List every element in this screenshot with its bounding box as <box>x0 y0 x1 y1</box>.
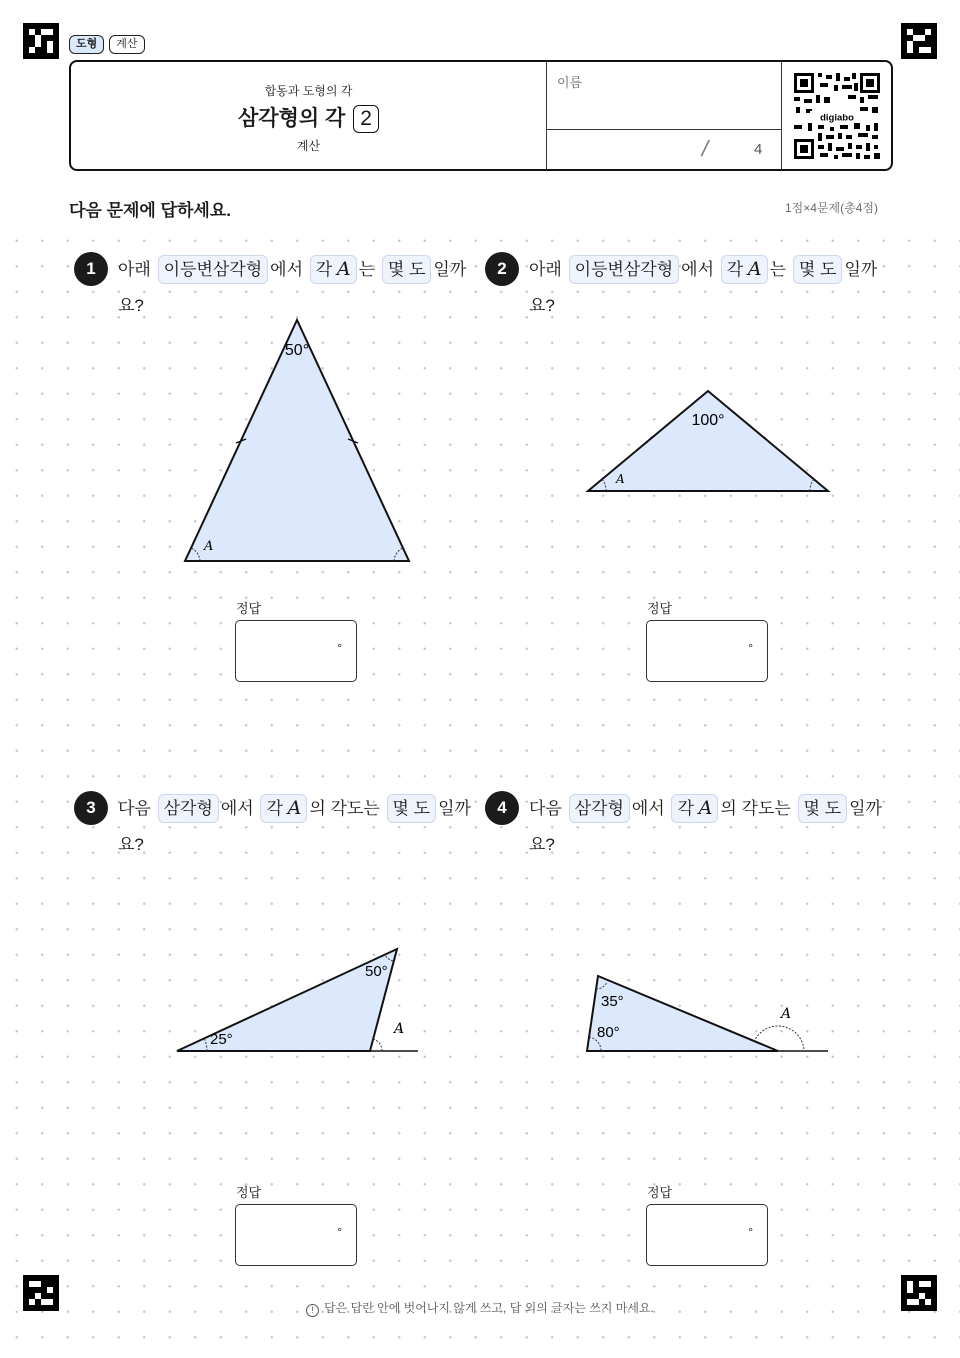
problem-word: 에서 <box>270 260 303 279</box>
angle-chip <box>671 794 718 823</box>
question-chip: 몇 도 <box>798 794 848 823</box>
points-info: 1점×4문제(총4점) <box>785 201 878 215</box>
problem-word: 요? <box>529 835 555 854</box>
triangle-figure-4 <box>580 965 840 1065</box>
problem-word: 다음 <box>529 799 562 818</box>
answer-label: 정답 <box>236 1185 262 1200</box>
angle-variable: A <box>287 797 302 819</box>
corner-marker-top-left <box>23 23 59 59</box>
angle-variable: A <box>747 258 762 280</box>
angle-variable: A <box>698 797 713 819</box>
problem-text <box>529 791 889 863</box>
tag-calc[interactable]: 계산 <box>109 35 144 54</box>
angle-variable: A <box>336 258 351 280</box>
qr-code-icon <box>794 73 880 159</box>
category-label: 계산 <box>296 139 321 153</box>
answer-label: 정답 <box>647 1185 673 1200</box>
keyword-chip: 이등변삼각형 <box>158 255 269 284</box>
problem-word: 아래 <box>529 260 562 279</box>
triangle-figure-3 <box>170 940 430 1060</box>
angle-word: 각 <box>677 799 694 818</box>
angle-label: 80° <box>597 1024 620 1041</box>
worksheet-title <box>71 102 546 133</box>
problem-word: 다음 <box>118 799 151 818</box>
problem-text <box>118 791 478 863</box>
angle-a-label: A <box>616 472 625 486</box>
angle-label: 50° <box>365 963 388 980</box>
keyword-chip: 삼각형 <box>569 794 630 823</box>
triangle-figure-1 <box>170 310 430 580</box>
problem-word: 는 <box>769 260 787 279</box>
title-text: 삼각형의 각 <box>238 107 346 130</box>
qr-logo-text: digiabo <box>820 112 854 124</box>
answer-box-2[interactable] <box>646 620 768 682</box>
instruction-text: 다음 문제에 답하세요. <box>69 201 231 220</box>
problem-word: 일까 <box>438 799 471 818</box>
angle-label: 50° <box>284 342 310 359</box>
problem-number: 4 <box>485 791 519 825</box>
problem-word: 일까 <box>433 260 467 279</box>
footer-note <box>0 1299 960 1317</box>
answer-box-1[interactable] <box>235 620 357 682</box>
angle-label: 35° <box>601 993 624 1010</box>
angle-word: 각 <box>726 260 744 279</box>
triangle-figure-2 <box>580 380 840 500</box>
angle-a-label: A <box>781 1006 792 1022</box>
unit-subtitle: 합동과 도형의 각 <box>264 84 353 98</box>
keyword-chip: 이등변삼각형 <box>569 255 680 284</box>
name-label: 이름 <box>557 75 583 90</box>
degree-symbol: ° <box>337 1225 342 1239</box>
score-field[interactable] <box>546 130 782 169</box>
answer-box-4[interactable] <box>646 1204 768 1266</box>
angle-a-label: A <box>204 539 214 554</box>
worksheet-header <box>69 60 893 171</box>
question-chip: 몇 도 <box>382 255 432 284</box>
problem-word: 일까 <box>849 799 882 818</box>
problem-text <box>529 252 889 324</box>
score-total: 4 <box>754 141 763 158</box>
problem-number: 2 <box>485 252 519 286</box>
problem-word: 아래 <box>118 260 151 279</box>
angle-a-label: A <box>394 1021 405 1037</box>
keyword-chip: 삼각형 <box>158 794 219 823</box>
angle-chip <box>310 255 357 284</box>
angle-chip <box>260 794 307 823</box>
problem-word: 요? <box>529 296 555 315</box>
question-chip: 몇 도 <box>387 794 437 823</box>
problem-word: 에서 <box>220 799 254 818</box>
problem-word: 의 각도는 <box>309 799 380 818</box>
qr-area <box>781 62 892 169</box>
score-slash: / <box>699 136 711 161</box>
problem-word: 에서 <box>631 799 665 818</box>
title-block <box>71 62 546 169</box>
degree-symbol: ° <box>748 641 753 655</box>
angle-chip <box>721 255 768 284</box>
answer-label: 정답 <box>647 601 673 616</box>
answer-box-3[interactable] <box>235 1204 357 1266</box>
angle-arc-a <box>373 1039 382 1051</box>
footer-text: 답은 답란 안에 벗어나지 않게 쓰고, 답 외의 글자는 쓰지 마세요. <box>324 1301 654 1315</box>
problem-number: 3 <box>74 791 108 825</box>
name-field[interactable] <box>546 62 782 130</box>
problem-word: 요? <box>118 296 144 315</box>
problem-word: 일까 <box>844 260 878 279</box>
degree-symbol: ° <box>748 1225 753 1239</box>
corner-marker-top-right <box>901 23 937 59</box>
problem-number: 1 <box>74 252 108 286</box>
angle-word: 각 <box>315 260 333 279</box>
answer-label: 정답 <box>236 601 262 616</box>
problem-word: 는 <box>358 260 376 279</box>
worksheet-number: 2 <box>353 105 379 133</box>
angle-label: 25° <box>210 1031 233 1048</box>
problem-word: 에서 <box>681 260 714 279</box>
problem-word: 요? <box>118 835 144 854</box>
angle-label: 100° <box>691 412 725 429</box>
info-icon: ! <box>306 1304 319 1317</box>
tag-list <box>69 35 145 54</box>
tag-shape[interactable]: 도형 <box>69 35 104 54</box>
angle-word: 각 <box>266 799 283 818</box>
degree-symbol: ° <box>337 641 342 655</box>
question-chip: 몇 도 <box>793 255 843 284</box>
problem-word: 의 각도는 <box>720 799 791 818</box>
